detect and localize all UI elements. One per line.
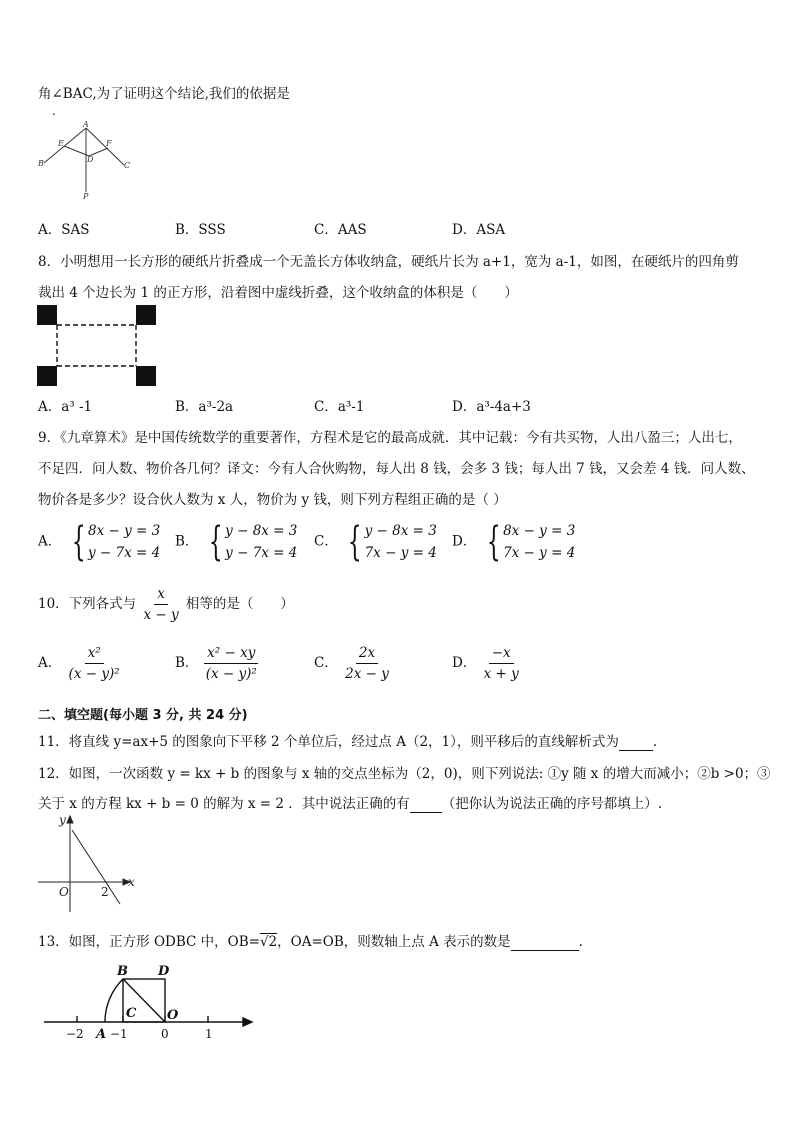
option-label: B． [175, 533, 199, 550]
equation-row: y − 7x = 4 [225, 545, 298, 561]
numerator: −x [489, 645, 514, 664]
equation-row: y − 8x = 3 [364, 523, 437, 539]
q12-line2 [38, 792, 662, 813]
option-label: D． [452, 533, 477, 550]
option-label: B． [175, 655, 199, 671]
q11-text [38, 730, 657, 751]
option-fraction [342, 645, 392, 682]
q7-label-a: A [83, 120, 89, 129]
q9-option-d[interactable] [452, 520, 575, 564]
q9-option-a[interactable] [38, 520, 160, 564]
q10-option-d[interactable] [452, 645, 522, 682]
option-fraction [203, 645, 260, 682]
q7-label-d: D [87, 155, 94, 164]
denominator: (x − y)² [205, 666, 257, 682]
equation-system: { y − 8x = 3 7x − y = 4 [347, 519, 437, 565]
equation-row: 8x − y = 3 [88, 523, 161, 539]
q7-label-f: F [106, 139, 112, 148]
option-fraction [481, 645, 522, 682]
equation-row: y − 7x = 4 [88, 545, 161, 561]
q10-post: 相等的是（ ） [185, 596, 294, 612]
q13-tick-minus-two: −2 [66, 1027, 84, 1041]
option-label: C． [314, 655, 338, 671]
numerator: x² − xy [204, 645, 258, 664]
q13-sqrt: √2 [259, 934, 278, 950]
q7-label-c: C [124, 161, 131, 170]
q8-line1: 8．小明想用一长方形的硬纸片折叠成一个无盖长方体收纳盒，硬纸片长为 a+1，宽为 a-1，如图，在硬纸片的四角剪 [38, 254, 739, 270]
q12-line1: 12．如图，一次函数 y = kx + b 的图象与 x 轴的交点坐标为（2，0)，则下列说法: ①y 随 x 的增大而减小；②b >0；③ [38, 766, 771, 782]
q10-option-b[interactable] [175, 645, 260, 682]
q11-answer-blank[interactable] [619, 734, 653, 751]
q10-option-a[interactable] [38, 645, 123, 682]
q13-tick-one: 1 [205, 1027, 213, 1041]
q13-stem: 13．如图，正方形 ODBC 中，OB= [38, 934, 260, 950]
equation-row: 8x − y = 3 [503, 523, 576, 539]
denominator: 2x − y [345, 666, 389, 682]
q13-tick-zero: 0 [161, 1027, 169, 1041]
q7-option-c[interactable]: C．AAS [314, 222, 367, 238]
q13-label-b: B [117, 964, 128, 979]
q7-dot: . [52, 104, 56, 118]
q13-text [38, 930, 583, 951]
q13-number-line-figure [40, 958, 260, 1046]
numerator: 2x [356, 645, 378, 664]
equation-row: 7x − y = 4 [364, 545, 437, 561]
q13-answer-blank[interactable] [511, 934, 579, 951]
q12-origin-label: O [59, 885, 69, 899]
q12-axis-x-label: x [128, 875, 135, 889]
option-label: D． [452, 655, 477, 671]
q12-stem: 关于 x 的方程 kx + b = 0 的解为 x = 2 ．其中说法正确的有 [38, 796, 410, 812]
q13-label-o: O [167, 1008, 179, 1023]
numerator: x² [85, 645, 104, 664]
q13-label-a: A [96, 1027, 107, 1042]
q8-option-b[interactable]: B．a³-2a [175, 399, 234, 415]
option-fraction [66, 645, 123, 682]
q12-answer-blank[interactable] [410, 796, 442, 813]
denominator: x + y [483, 666, 519, 682]
q9-option-c[interactable] [314, 520, 437, 564]
q11-end: . [652, 734, 658, 750]
option-label: A． [38, 533, 62, 550]
q8-cardboard-figure [36, 304, 160, 388]
q7-angle-figure [36, 118, 146, 202]
q7-option-a[interactable]: A．SAS [38, 222, 90, 238]
equation-system: { 8x − y = 3 y − 7x = 4 [71, 519, 161, 565]
q8-line2: 裁出 4 个边长为 1 的正方形，沿着图中虚线折叠，这个收纳盒的体积是（ ） [38, 285, 518, 301]
section-heading-fill-in: 二、填空题(每小题 3 分, 共 24 分) [38, 708, 248, 723]
numerator: x [154, 586, 168, 605]
q8-option-a[interactable]: A．a³ -1 [38, 399, 93, 415]
q7-label-p: P [83, 192, 89, 201]
denominator: (x − y)² [68, 666, 120, 682]
equation-row: 7x − y = 4 [503, 545, 576, 561]
q13-tick-minus-one: −1 [110, 1027, 128, 1041]
q10-pre: 10．下列各式与 [38, 596, 137, 612]
q9-line1: 9．《九章算术》是中国传统数学的重要著作，方程术是它的最高成就．其中记载：今有共买物，人出八盈三；人出七， [38, 430, 742, 446]
q7-option-d[interactable]: D．ASA [452, 222, 506, 238]
q11-stem: 11．将直线 y=ax+5 的图象向下平移 2 个单位后，经过点 A（2，1），则平移后的直线解析式为 [38, 734, 619, 750]
q13-label-d: D [158, 964, 170, 979]
q8-option-c[interactable]: C．a³-1 [314, 399, 365, 415]
q7-label-b: B [38, 159, 44, 168]
equation-system: { 8x − y = 3 7x − y = 4 [486, 519, 576, 565]
q7-option-b[interactable]: B．SSS [175, 222, 226, 238]
option-label: C． [314, 533, 338, 550]
q12-intercept-label: 2 [101, 885, 109, 899]
q9-line3: 物价各是多少？设合伙人数为 x 人，物价为 y 钱，则下列方程组正确的是（ ） [38, 492, 507, 508]
q13-label-c: C [126, 1006, 137, 1021]
q9-option-b[interactable] [175, 520, 297, 564]
q10-fraction [140, 586, 181, 623]
equation-system: { y − 8x = 3 y − 7x = 4 [208, 519, 298, 565]
q13-stem-cont: ，OA=OB，则数轴上点 A 表示的数是 [277, 934, 511, 950]
q7-label-e: E [58, 139, 64, 148]
equation-row: y − 8x = 3 [225, 523, 298, 539]
q13-end: . [578, 934, 583, 950]
q12-axis-y-label: y [59, 813, 66, 827]
option-label: A． [38, 655, 62, 671]
q10-option-c[interactable] [314, 645, 392, 682]
q10-stem [38, 586, 294, 623]
denominator: x − y [143, 607, 179, 623]
q12-linear-graph [34, 812, 138, 916]
q9-line2: 不足四．问人数、物价各几何？译文：今有人合伙购物，每人出 8 钱，会多 3 钱；每人出 7 钱，又会差 4 钱．问人数、 [38, 461, 755, 477]
q12-note: （把你认为说法正确的序号都填上）. [441, 796, 663, 812]
q7-text: 角∠BAC,为了证明这个结论,我们的依据是 [38, 86, 290, 102]
q8-option-d[interactable]: D．a³-4a+3 [452, 399, 531, 415]
